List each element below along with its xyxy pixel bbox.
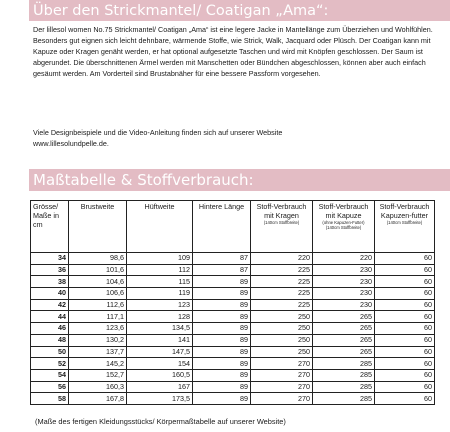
table-cell: 89 (193, 288, 251, 300)
table-cell: 117,1 (69, 311, 127, 323)
table-cell: 115 (127, 276, 193, 288)
website-text: Viele Designbeispiele und die Video-Anleitung finden sich auf unserer Website (33, 128, 283, 137)
table-row (31, 369, 435, 381)
header-fabric-lining-note: (140cm Stoffbreite) (386, 220, 423, 225)
table-cell: 60 (375, 311, 435, 323)
table-cell: 285 (313, 358, 375, 370)
table-cell: 265 (313, 323, 375, 335)
intro-paragraph: Der lillesol women No.75 Strickmantel/ Coatigan „Ama“ ist eine legere Jacke in Mantellänge zum Überziehen und Wohlfühlen. Besonders gut eignen sich leicht dehnbare, wärmende Stoffe, wie Strick, Walk, Jacquard oder Plüsch. Der Coatigan kann mit Kapuze oder Kragen genäht werden, er hat optional aufgesetzte Taschen und wird mit Knöpfen geschlossen. Der Saum ist abgerundet. Die überschnittenen Ärmel werden mit Manschetten oder Bündchen abgeschlossen, können aber auch einfach gesäumt werden. Am Vorderteil sind Brustabnäher für eine bessere Passform vorgesehen. (33, 25, 433, 78)
section-heading-size-chart: Maßtabelle & Stoffverbrauch: (29, 169, 450, 191)
header-bust: Brustweite (69, 201, 127, 253)
table-body (31, 253, 435, 405)
table-row (31, 253, 435, 265)
table-cell: 137,7 (69, 346, 127, 358)
table-cell: 123,6 (69, 323, 127, 335)
table-cell: 250 (251, 346, 313, 358)
size-cell: 54 (31, 369, 69, 381)
table-row (31, 288, 435, 300)
table-cell: 60 (375, 369, 435, 381)
table-row (31, 311, 435, 323)
table-cell: 123 (127, 299, 193, 311)
size-cell: 36 (31, 264, 69, 276)
size-table (30, 200, 435, 405)
table-cell: 89 (193, 311, 251, 323)
table-cell: 60 (375, 381, 435, 393)
table-footnote: (Maße des fertigen Kleidungsstücks/ Körpermaßtabelle auf unserer Website) (35, 417, 286, 426)
table-cell: 89 (193, 381, 251, 393)
table-cell: 270 (251, 358, 313, 370)
table-cell: 60 (375, 393, 435, 405)
section-heading-about: Über den Strickmantel/ Coatigan „Ama“: (29, 0, 450, 21)
header-hip: Hüftweite (127, 201, 193, 253)
header-fabric-lining (375, 201, 435, 253)
header-back-length: Hintere Länge (193, 201, 251, 253)
table-row (31, 381, 435, 393)
table-cell: 60 (375, 323, 435, 335)
size-cell: 46 (31, 323, 69, 335)
table-cell: 154 (127, 358, 193, 370)
header-fabric-hood-note2: (140cm Stoffbreite) (325, 225, 362, 230)
table-cell: 112 (127, 264, 193, 276)
table-cell: 265 (313, 334, 375, 346)
size-cell: 44 (31, 311, 69, 323)
table-cell: 130,2 (69, 334, 127, 346)
table-cell: 147,5 (127, 346, 193, 358)
header-fabric-hood-note: (ohne Kapuzen-Futter) (322, 220, 365, 225)
table-row (31, 264, 435, 276)
header-fabric-hood-label: Stoff-Verbrauch mit Kapuze (318, 202, 369, 220)
size-cell: 34 (31, 253, 69, 265)
table-row (31, 393, 435, 405)
table-cell: 167 (127, 381, 193, 393)
table-cell: 230 (313, 264, 375, 276)
table-cell: 89 (193, 346, 251, 358)
size-cell: 50 (31, 346, 69, 358)
table-row (31, 346, 435, 358)
table-cell: 152,7 (69, 369, 127, 381)
table-cell: 109 (127, 253, 193, 265)
table-cell: 173,5 (127, 393, 193, 405)
table-row (31, 299, 435, 311)
table-cell: 285 (313, 369, 375, 381)
size-cell: 38 (31, 276, 69, 288)
table-cell: 285 (313, 393, 375, 405)
table-cell: 128 (127, 311, 193, 323)
table-cell: 167,8 (69, 393, 127, 405)
header-fabric-lining-label: Stoff-Verbrauch Kapuzen-futter (379, 202, 430, 220)
table-cell: 89 (193, 276, 251, 288)
size-cell: 52 (31, 358, 69, 370)
table-cell: 112,6 (69, 299, 127, 311)
header-fabric-collar-label: Stoff-Verbrauch mit Kragen (256, 202, 307, 220)
size-cell: 40 (31, 288, 69, 300)
header-fabric-collar-note: (140cm Stoffbreite) (263, 220, 300, 225)
table-cell: 270 (251, 381, 313, 393)
table-cell: 60 (375, 299, 435, 311)
table-cell: 250 (251, 311, 313, 323)
table-cell: 89 (193, 299, 251, 311)
table-cell: 250 (251, 323, 313, 335)
table-cell: 106,6 (69, 288, 127, 300)
size-cell: 48 (31, 334, 69, 346)
table-cell: 160,3 (69, 381, 127, 393)
table-row (31, 323, 435, 335)
table-cell: 60 (375, 358, 435, 370)
table-cell: 145,2 (69, 358, 127, 370)
table-cell: 104,6 (69, 276, 127, 288)
table-cell: 119 (127, 288, 193, 300)
header-size: Grösse/ Maße in cm (31, 201, 69, 253)
table-cell: 265 (313, 311, 375, 323)
table-cell: 230 (313, 288, 375, 300)
table-cell: 225 (251, 264, 313, 276)
table-cell: 265 (313, 346, 375, 358)
table-cell: 60 (375, 276, 435, 288)
website-paragraph (33, 128, 445, 150)
table-cell: 134,5 (127, 323, 193, 335)
table-row (31, 358, 435, 370)
table-cell: 60 (375, 264, 435, 276)
table-cell: 89 (193, 323, 251, 335)
size-cell: 58 (31, 393, 69, 405)
table-cell: 60 (375, 253, 435, 265)
table-row (31, 276, 435, 288)
table-cell: 87 (193, 253, 251, 265)
table-cell: 60 (375, 288, 435, 300)
table-cell: 230 (313, 276, 375, 288)
table-cell: 89 (193, 369, 251, 381)
table-cell: 87 (193, 264, 251, 276)
table-cell: 225 (251, 276, 313, 288)
table-cell: 60 (375, 334, 435, 346)
table-cell: 230 (313, 299, 375, 311)
header-fabric-collar (251, 201, 313, 253)
table-cell: 270 (251, 369, 313, 381)
table-cell: 160,5 (127, 369, 193, 381)
size-cell: 56 (31, 381, 69, 393)
table-cell: 270 (251, 393, 313, 405)
table-cell: 60 (375, 346, 435, 358)
size-cell: 42 (31, 299, 69, 311)
table-cell: 89 (193, 334, 251, 346)
table-cell: 220 (251, 253, 313, 265)
table-cell: 285 (313, 381, 375, 393)
table-cell: 101,6 (69, 264, 127, 276)
table-cell: 225 (251, 299, 313, 311)
table-cell: 98,6 (69, 253, 127, 265)
table-cell: 220 (313, 253, 375, 265)
table-cell: 89 (193, 393, 251, 405)
table-header-row (31, 201, 435, 253)
table-cell: 89 (193, 358, 251, 370)
table-row (31, 334, 435, 346)
website-link[interactable]: www.lillesolundpelle.de. (33, 138, 109, 148)
table-cell: 250 (251, 334, 313, 346)
table-cell: 141 (127, 334, 193, 346)
table-cell: 225 (251, 288, 313, 300)
header-fabric-hood (313, 201, 375, 253)
